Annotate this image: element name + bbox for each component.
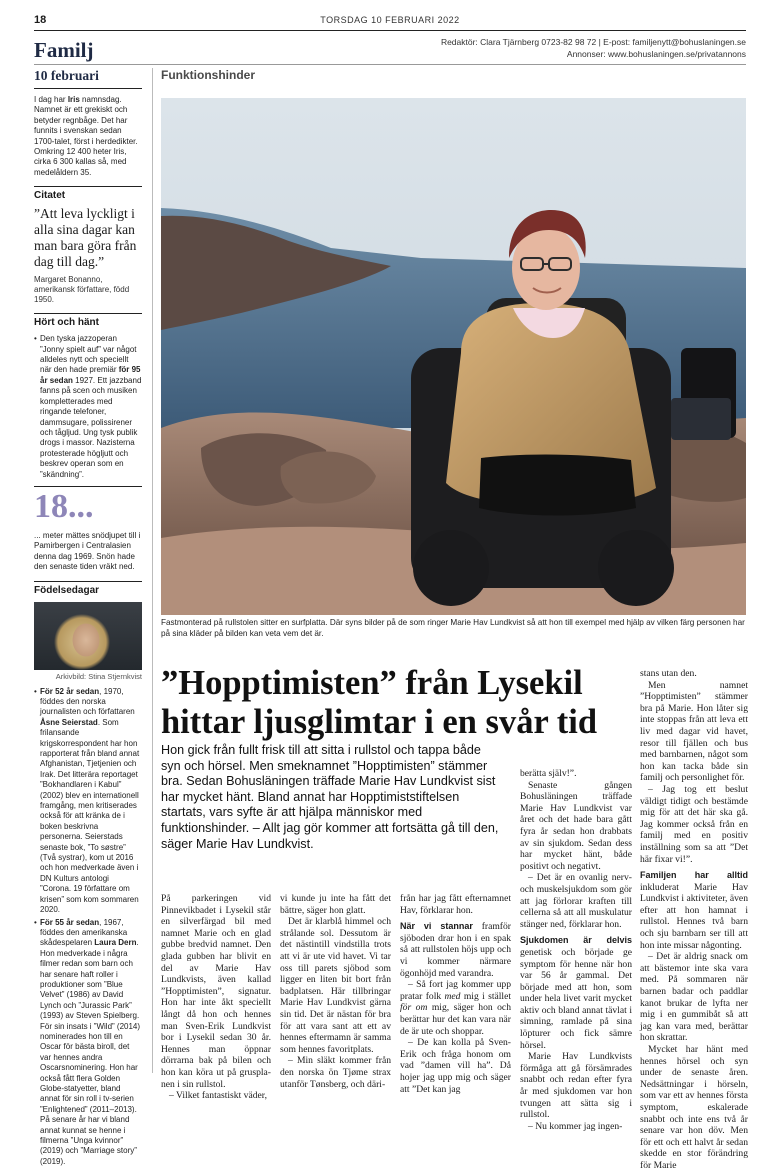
body-paragraph: – Det är aldrig snack om att bästemor inte ska vara med. På sommaren när barnen badar och paddlar kanot brukar de lyfta ner mig i en gummibåt så att jag kan vara med, berättar hon skrattar.	[640, 951, 748, 1044]
body-paragraph: från har jag fått efternamnet Hav, förklarar hon.	[400, 893, 511, 916]
article-kicker: Funktionshinder	[161, 68, 255, 82]
page-number: 18	[34, 14, 47, 26]
body-paragraph: – Nu kommer jag ingen-	[528, 1120, 623, 1132]
body-paragraph: På parkeringen vid Pinnevikbadet i Lysekil står en silverfärgad bil med namnet Marie och en glad gubbe bredvid namnet. Den glada gubben har blivit en del av Marie Hav Lundkvists, även kallad ”Hopptimisten”, signatur. Hon har inte åkt speciellt långt då hon och hennes man Sven-Erik Lundkvist bor i Lysekil sedan 30 år. Hennes man öppnar dörrarna bak på bilen och hon kan köra ut på grusplanen i sin rullstol.	[161, 893, 271, 1090]
body-paragraph: När vi stannar framför sjöboden drar hon i en spak så att rullstolen höjs upp och vi kommer närmare ögonhöjd med varandra.	[400, 921, 511, 979]
column-divider	[152, 68, 153, 1073]
body-paragraph: Det är klarblå himmel och strålande sol. Dessutom är det nästintill vindstilla trots att vi är ute vid havet. Vi tar oss till parets sjöbod som ligger en liten bit bort från badplatsen. Här tillbringar Marie Hav Lundkvist gärna sin tid. Det är nästan för bra för att vara sant att ett av hennes eftermamn är samma som hennes favoritplats.	[280, 916, 391, 1055]
big-number-text: ... meter mättes snödjupet till i Pamirbergen i Centralasien denna dag 1969. Snön hade den senaste tiden vräkt ned.	[34, 530, 141, 572]
section-title: Familj	[34, 38, 94, 62]
editor-info	[441, 37, 746, 60]
body-paragraph: Mycket har hänt med hennes hörsel och syn under de senaste åren. Nedsättningar i hörseln, som var ett av hennes första symptom, eskalerade snabbt och inte ens två år senare var hon döv. Men för ett och ett halvt år sedan skedde en stor förändring för Marie	[640, 1044, 748, 1171]
subhead: När vi stannar	[400, 921, 473, 932]
article-photo	[161, 98, 746, 615]
body-paragraph: berätta själv!”.	[520, 768, 577, 779]
page-topline	[34, 14, 746, 30]
article-headline: ”Hopptimisten” från Lysekil hittar ljusglimtar i en svår tid	[161, 664, 598, 741]
body-column-5	[640, 668, 748, 1172]
body-paragraph: – Min släkt kommer från den norska ön Tjøme strax utanför Tønsberg, och däri-	[280, 1055, 391, 1090]
subhead: Familjen har alltid	[640, 870, 748, 881]
issue-date: TORSDAG 10 FEBRUARI 2022	[320, 15, 460, 25]
quote-text: ”Att leva lyckligt i alla sina dagar kan man bara göra från dag till dag.”	[34, 206, 137, 270]
sidebar-date: 10 februari	[34, 68, 142, 89]
body-paragraph: – De kan kolla på Sven-Erik och fråga honom om vad ”damen vill ha”. Då hojer jag upp mig och säger att ”Det kan jag	[400, 1037, 511, 1095]
heard-heading: Hört och hänt	[34, 313, 142, 328]
ads-line: Annonser: www.bohuslaningen.se/privatannons	[566, 48, 746, 59]
body-paragraph: Marie Hav Lundkvists förmåga att gå försämrades snabbt och redan efter fyra år med sjukdomen var hon tvungen att sätta sig i rullstol.	[520, 1051, 632, 1121]
photo-credit: Arkivbild: Stina Stjernkvist	[55, 671, 142, 681]
body-paragraph: vi kunde ju inte ha fått det bättre, säger hon glatt.	[280, 893, 391, 916]
body-paragraph: – Vilket fantastiskt väder,	[169, 1090, 267, 1102]
body-paragraph: Senaste gången Bohusläningen träffade Marie Hav Lundkvist var året och det hade bara gått fyra år sedan hon drabbats av sin sjukdom. Sedan dess har mycket hänt, både positivt och negativt.	[520, 779, 632, 872]
body-column-3	[400, 893, 511, 1095]
body-paragraph: – Så fort jag kommer upp pratar folk med mig i stället för om mig, säger hon och berättar hur det kan vara när de är ute och shoppar.	[400, 979, 511, 1037]
body-paragraph: – Det är en ovanlig nerv- och muskelsjukdom som gör att jag förlorar kraften till cellerna så att all muskulatur stänger ned, förklarar hon.	[520, 872, 632, 930]
quote-heading: Citatet	[34, 186, 142, 201]
section-rule	[34, 64, 746, 65]
heard-text: • Den tyska jazzoperan ”Jonny spielt auf” var något alldeles nytt och speciellt när den hade premiär för 95 år sedan 1927. Ett jazzband fanns på scen och musiken kompletterades med ringande telefoner, dammsugare, polissirener och tågljud. Ung tysk publik drogs i massor. Nazisterna protesterade högljutt och beskrev operan som en ”skändning”.	[34, 334, 142, 480]
editor-line: Redaktör: Clara Tjärnberg 0723-82 98 72 | E-post: familjenytt@bohuslaningen.se	[440, 37, 746, 47]
quote-author: Margaret Bonanno, amerikansk författare, född 1950.	[34, 275, 130, 305]
sidebar	[34, 68, 142, 1167]
article-lead: Hon gick från fullt frisk till att sitta i rullstol och tappa både syn och hörsel. Men smeknamnet ”Hopptimisten” stämmer bra. Sedan Bohusläningen träffade Marie Hav Lundkvist sist har mycket hänt. Bland annat har Hopptimiststiftelsen startats, vars syfte är att hjälpa människor med funktionshinder. – Allt jag gör kommer att fortsätta gå till den, säger Marie Hav Lundkvist.	[161, 743, 499, 851]
body-paragraph: Sjukdomen är delvis genetisk och började ge symptom för henne när hon var 56 år gammal. Det började med att hon, som under hela livet varit mycket aktiv och bland annat tävlat i simning, ramlade på sina löpturer och fick sämre hörsel.	[520, 935, 632, 1051]
body-column-1	[161, 893, 271, 1102]
body-paragraph: – Jag tog ett beslut väldigt tidigt och bestämde mig för att det här ska gå. Jag kommer också från en familj med en positiv inställning som sa att ”Det här fixar vi!”.	[640, 783, 748, 865]
birthdays-heading: Födelsedagar	[34, 581, 142, 596]
big-number: 18...	[34, 486, 142, 525]
birthday-item: • För 52 år sedan, 1970, föddes den norska journalisten och författaren Åsne Seierstad. Som frilansande krigskorrespondent har hon rapporterat från bland annat Afghanistan, Tjetjenien och Irak. Det litterära reportaget ”Bokhandlaren i Kabul” (2002) blev en internationell framgång, men kritiserades också för att kränka de i boken beskrivna personerna. Seierstads senaste bok, ”To søstre” (Två systrar), kom ut 2016 och hon medverkade även i DN Kulturs antologi ”Corona. 19 författare om krisen” som kom sommaren 2020.	[34, 687, 142, 916]
body-paragraph: Men namnet ”Hopptimisten” stämmer bra på Marie. Hon låter sig inte stoppas från att leva ett liv med dagar vid havet, resor till fjällen och bus med barnbarnen, något som hon kan tacka både sin familj och personlighet för.	[640, 679, 748, 784]
subhead: Sjukdomen är delvis	[520, 935, 632, 946]
seaside-wheelchair-image	[161, 98, 746, 615]
body-paragraph: stans utan den.	[640, 668, 697, 679]
birthday-item: • För 55 år sedan, 1967, föddes den amerikanska skådespelaren Laura Dern. Hon medverkade i några filmer redan som barn och har senare haft roller i produktioner som ”Blue Velvet” (1986) av David Lynch och ”Jurassic Park” (1993) av Steven Spielberg. För sin insats i ”Wild” (2014) nominerades hon till en Oscar för bästa biroll, det var hennes andra Oscarsnominering. Hon har också fått flera Golden Globe-statyetter, bland annat för sin roll i tv-serien ”Enlightened” (2011–2013). På senare år har vi bland annat kunnat se henne i filmerna ”Unga kvinnor” (2019) och ”Marriage story” (2019).	[34, 918, 142, 1168]
body-paragraph: Familjen har alltid inkluderat Marie Hav Lundkvist i aktiviteter, även efter att hon hamnat i rullstol. Hennes två barn och sju barnbarn ser till att hon inte missar någonting.	[640, 870, 748, 951]
body-column-2	[280, 893, 391, 1090]
birthday-portrait-image	[34, 602, 142, 670]
nameday-text: I dag har Iris namnsdag. Namnet är ett grekiskt och betyder regnbåge. Det har funnits i svenskan sedan 1700-talet, först i herdedikter. Omkring 12 400 heter Iris, cirka 6 300 kallas så, med medelåldern 35.	[34, 95, 138, 177]
photo-caption: Fastmonterad på rullstolen sitter en surfplatta. Där syns bilder på de som ringer Marie Hav Lundkvist så att hon till exempel med hjälp av vilken färg personen har på sina kläder på bilden kan veta vem det är.	[161, 618, 745, 638]
top-rule	[34, 30, 746, 31]
body-column-4	[520, 768, 632, 1132]
